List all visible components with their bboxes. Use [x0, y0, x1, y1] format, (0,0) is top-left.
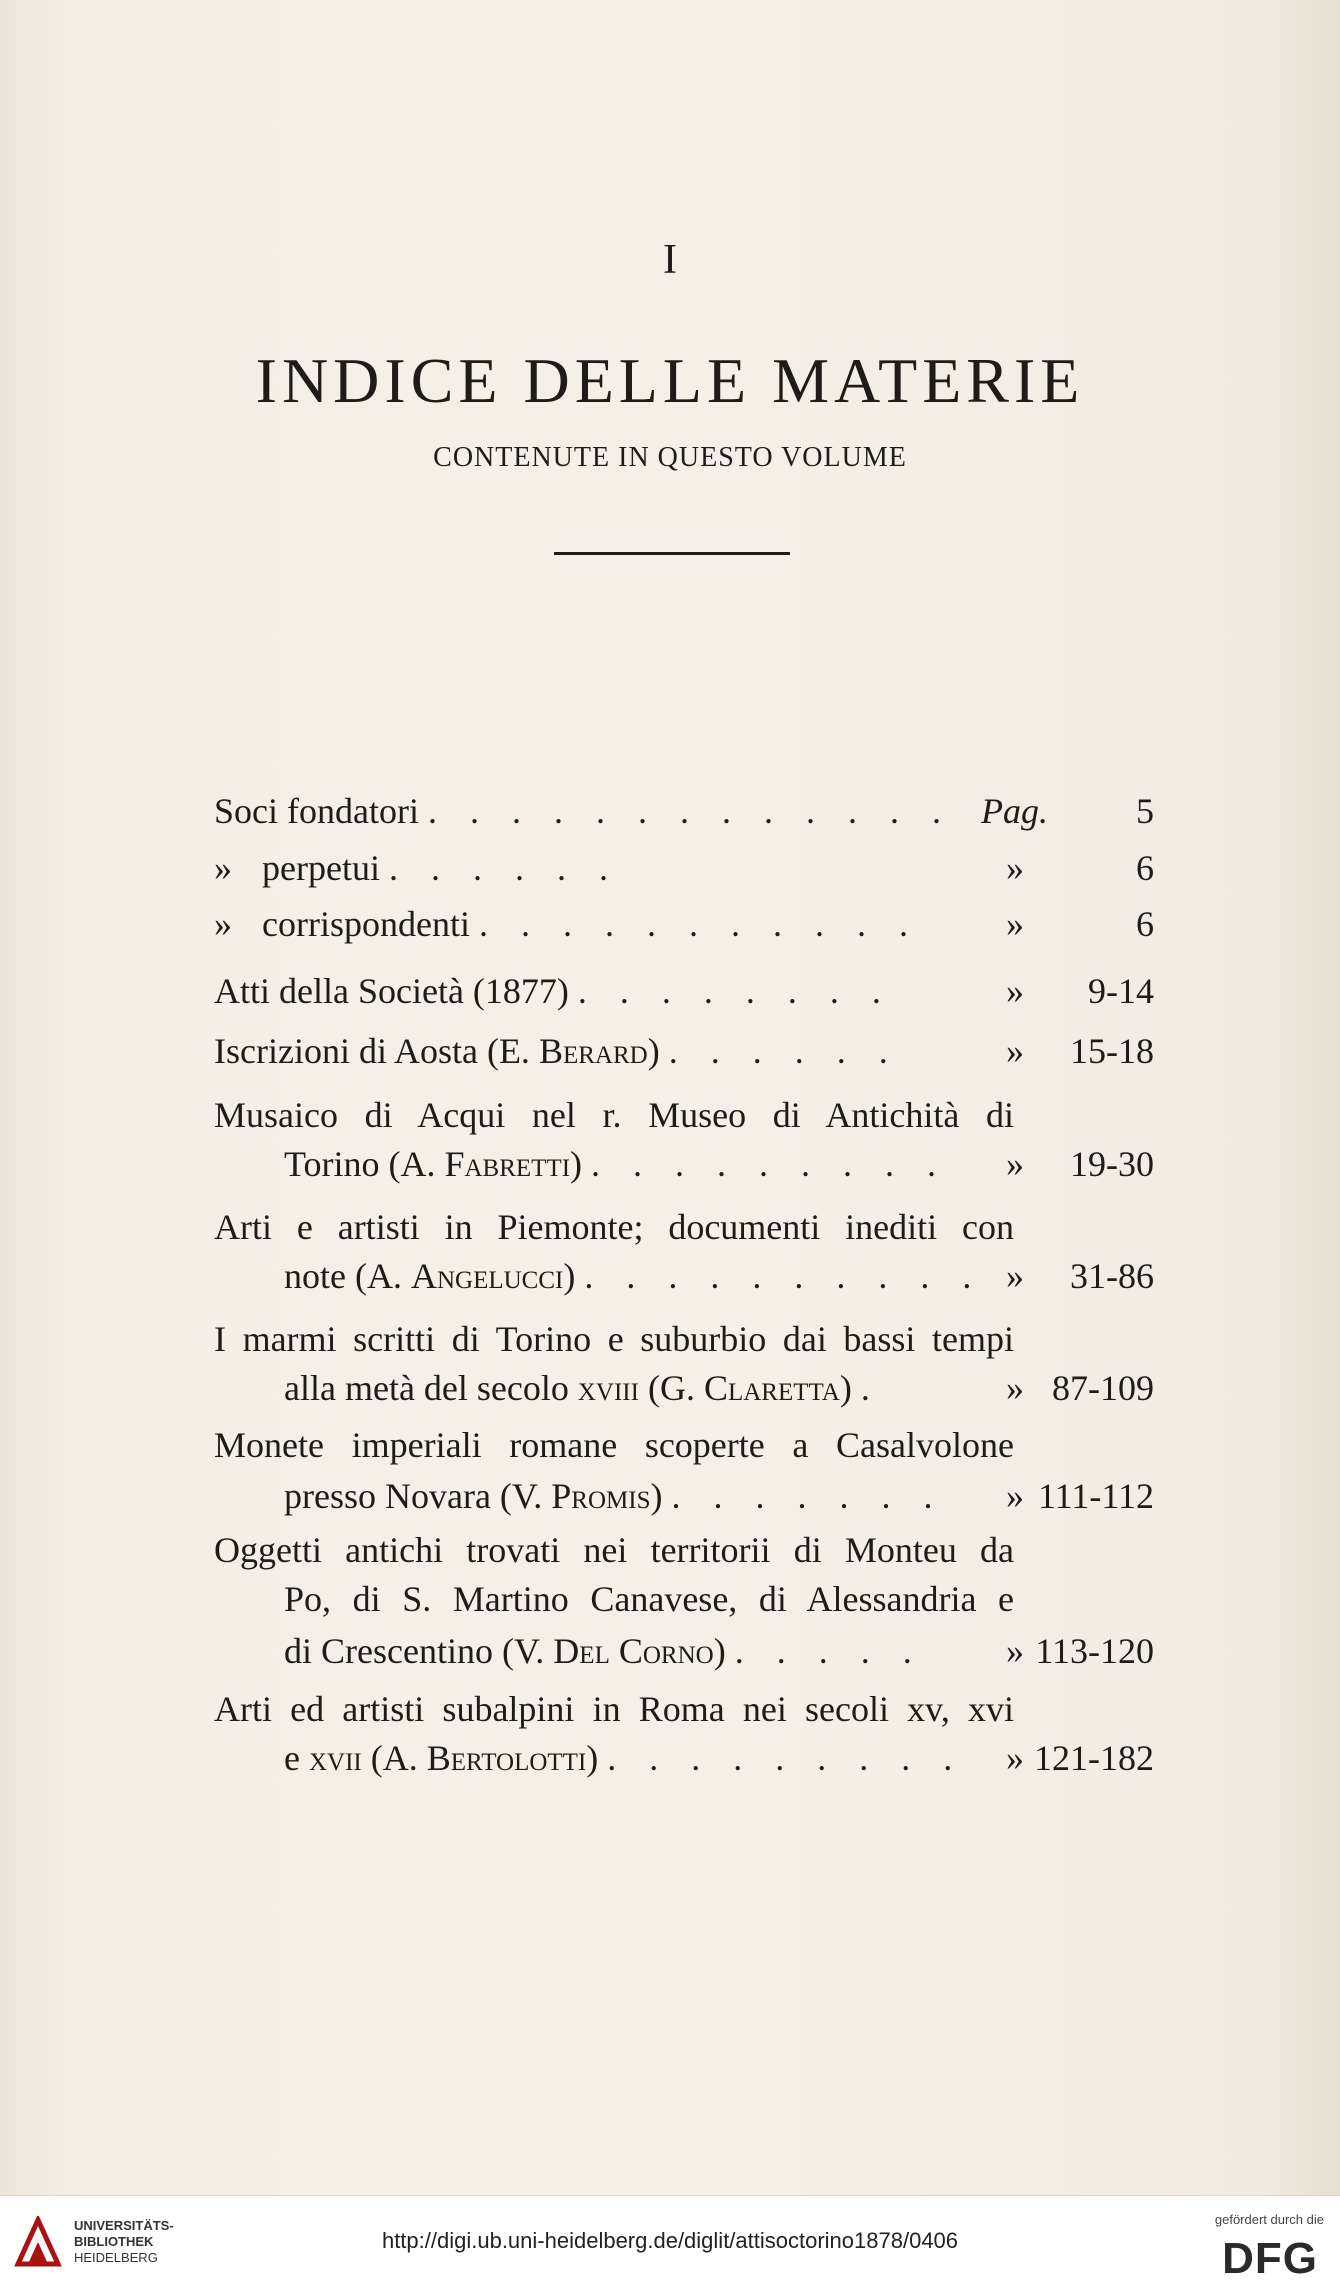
toc-entry-title: alla metà del secolo	[284, 1368, 578, 1408]
toc-entry-line[interactable]	[214, 1200, 1154, 1254]
toc-entry-pages: 121-182	[1034, 1738, 1154, 1778]
toc-entry-title: Soci fondatori	[214, 791, 419, 831]
leader-dots: .	[860, 1368, 882, 1408]
leader-dots: . . . . . .	[388, 848, 620, 888]
library-name-line: UNIVERSITÄTS-	[74, 2218, 174, 2233]
page-label: Pag.	[981, 791, 1048, 831]
toc-entry-pages: 111-112	[1038, 1476, 1154, 1516]
toc-entry-line[interactable]	[284, 1572, 1154, 1626]
library-name-line: HEIDELBERG	[74, 2250, 158, 2265]
toc-entry-title: di Crescentino (V.	[284, 1631, 554, 1671]
ditto-mark: »	[1006, 1256, 1024, 1296]
toc-entry-century: xviii	[577, 1368, 639, 1408]
toc-entry-title: Iscrizioni di Aosta (E.	[214, 1031, 539, 1071]
page-title: INDICE DELLE MATERIE	[255, 345, 1085, 416]
leader-dots: . . . . .	[734, 1631, 924, 1671]
toc-entry-title: (G.	[638, 1368, 704, 1408]
toc-entry-title-end: )	[563, 1256, 576, 1296]
toc-entry-author: Claretta	[703, 1368, 840, 1408]
toc-entry-line[interactable]	[214, 1312, 1154, 1366]
library-name-line: BIBLIOTHEK	[74, 2234, 154, 2249]
toc-entry-title: Musaico di Acqui nel r. Museo di Antichità di	[214, 1095, 1014, 1135]
toc-entry-title: Arti ed artisti subalpini in Roma nei secoli xv, xvi	[214, 1689, 1014, 1729]
ditto-mark: »	[1006, 1631, 1024, 1671]
toc-entry-author: Berard	[538, 1031, 648, 1071]
section-number: I	[663, 237, 677, 283]
ditto-mark: »	[1006, 971, 1024, 1011]
toc-entry-title-end: )	[713, 1631, 726, 1671]
toc-entry[interactable]	[214, 841, 1154, 895]
toc-entry-pages: 9-14	[1088, 971, 1154, 1011]
viewer-footer	[0, 2195, 1340, 2291]
toc-entry-title-end: )	[586, 1738, 599, 1778]
ditto-mark: »	[214, 848, 232, 888]
leader-dots: . . . . . . . .	[577, 971, 893, 1011]
ditto-mark: »	[1006, 1368, 1024, 1408]
toc-entry[interactable]	[284, 1249, 1154, 1303]
toc-entry-title: perpetui	[262, 848, 380, 888]
ditto-mark: »	[1006, 904, 1024, 944]
toc-entry-title: Arti e artisti in Piemonte; documenti inediti con	[214, 1207, 1014, 1247]
leader-dots: . . . . . . . . .	[591, 1144, 949, 1184]
toc-entry-title: Po, di S. Martino Canavese, di Alessandria e	[284, 1579, 1014, 1619]
toc-entry-title: Atti della Società (1877)	[214, 971, 569, 1011]
toc-entry-author: Fabretti	[444, 1144, 571, 1184]
toc-entry[interactable]	[284, 1137, 1154, 1191]
toc-entry-author: Angelucci	[410, 1256, 564, 1296]
leader-dots: . . . . . . .	[671, 1476, 945, 1516]
toc-entry-title-end: )	[570, 1144, 583, 1184]
toc-entry[interactable]	[284, 1731, 1154, 1785]
toc-entry-pages: 5	[1136, 791, 1154, 831]
toc-entry-title: (A.	[361, 1738, 427, 1778]
toc-entry-author: Del Corno	[553, 1631, 714, 1671]
toc-entry-pages: 6	[1136, 848, 1154, 888]
toc-entry-author: Promis	[551, 1476, 651, 1516]
toc-entry-pages: 19-30	[1070, 1144, 1154, 1184]
leader-dots: . . . . . . . . . .	[584, 1256, 984, 1296]
toc-entry[interactable]	[214, 1024, 1154, 1078]
ditto-mark: »	[1006, 1144, 1024, 1184]
toc-entry[interactable]	[284, 1469, 1154, 1523]
toc-entry-pages: 6	[1136, 904, 1154, 944]
toc-entry-century: xvii	[308, 1738, 362, 1778]
toc-entry-author: Bertolotti	[426, 1738, 587, 1778]
toc-entry-title: I marmi scritti di Torino e suburbio dai bassi tempi	[214, 1319, 1014, 1359]
toc-entry-title: note (A.	[284, 1256, 411, 1296]
show-through-text	[330, 120, 1230, 750]
leader-dots: . . . . . . . . .	[607, 1738, 965, 1778]
ditto-mark: »	[1006, 1476, 1024, 1516]
toc-entry-title: Torino (A.	[284, 1144, 445, 1184]
permalink-url[interactable]: http://digi.ub.uni-heidelberg.de/diglit/attisoctorino1878/0406	[381, 2228, 959, 2253]
toc-entry-line[interactable]	[214, 1418, 1154, 1472]
title-rule	[554, 552, 790, 555]
toc-entry-pages: 15-18	[1070, 1031, 1154, 1071]
leader-dots: . . . . . . . . . . .	[478, 904, 920, 944]
ditto-mark: »	[1006, 1738, 1024, 1778]
toc-entry-line[interactable]	[214, 1523, 1154, 1577]
toc-entry-title-end: )	[650, 1476, 663, 1516]
leader-dots: . . . . . .	[668, 1031, 900, 1071]
leader-dots: . . . . . . . . . . . . .	[427, 791, 953, 831]
toc-entry[interactable]	[214, 964, 1154, 1018]
dfg-logo: DFG	[1222, 2234, 1318, 2283]
toc-entry-title: corrispondenti	[262, 904, 470, 944]
toc-entry-title: presso Novara (V.	[284, 1476, 552, 1516]
toc-entry-pages: 31-86	[1070, 1256, 1154, 1296]
page-subtitle: CONTENUTE IN QUESTO VOLUME	[433, 442, 907, 473]
toc-entry-title-end: )	[647, 1031, 660, 1071]
toc-entry-pages: 113-120	[1035, 1631, 1154, 1671]
ditto-mark: »	[1006, 848, 1024, 888]
toc-entry[interactable]	[284, 1624, 1154, 1678]
ditto-mark: »	[214, 904, 232, 944]
toc-entry-title: Oggetti antichi trovati nei territorii di Monteu da	[214, 1530, 1014, 1570]
toc-entry-line[interactable]	[214, 1682, 1154, 1736]
toc-entry-line[interactable]	[214, 1088, 1154, 1142]
toc-entry[interactable]	[214, 784, 1154, 838]
ditto-mark: »	[1006, 1031, 1024, 1071]
toc-entry-pages: 87-109	[1052, 1368, 1154, 1408]
funding-note: gefördert durch die	[1214, 2212, 1324, 2227]
toc-entry[interactable]	[214, 897, 1154, 951]
toc-entry-title: Monete imperiali romane scoperte a Casalvolone	[214, 1425, 1014, 1465]
toc-entry-title-end: )	[839, 1368, 852, 1408]
toc-entry-title: e	[284, 1738, 309, 1778]
toc-entry[interactable]	[284, 1361, 1154, 1415]
